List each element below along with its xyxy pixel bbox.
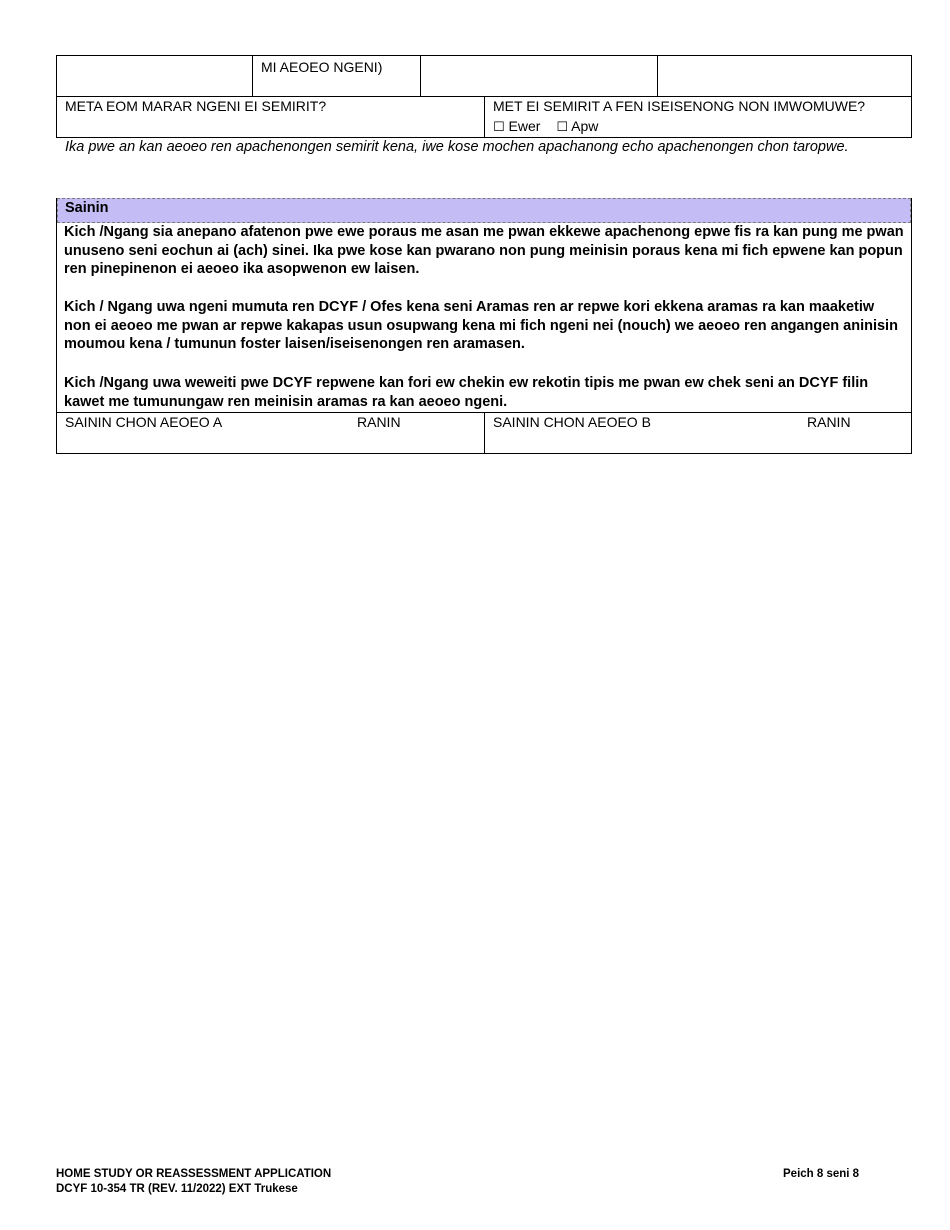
page-indicator: Peich 8 seni 8 — [783, 1168, 860, 1180]
table-cell-blank-3[interactable] — [420, 56, 657, 96]
yes-label: Ewer — [508, 118, 541, 134]
yes-checkbox[interactable] — [493, 118, 544, 134]
table-cell-iseisenong — [484, 96, 911, 137]
signature-paragraph-3: Kich /Ngang uwa weweiti pwe DCYF repwene kan fori ew chekin ew rekotin tipis me pwan ew chek seni an DCYF filin kawet me tumunungaw ren meinisin aramas ra kan aeoeo ngeni. — [64, 375, 869, 410]
signature-paragraph-1: Kich /Ngang sia anepano afatenon pwe ewe poraus me asan me pwan ekkewe apachenong epwe fis ra kan pung me pwan unuseno seni eochun ai (ach) sinei. Ika pwe kose kan pwarano non pung meinisin poraus kena mi fich epwene kan popun ren pinepinenon ei aeoeo ika asopwenon ew laisen. — [64, 224, 904, 277]
sign-b-label: SAININ CHON AEOEO B — [493, 414, 651, 430]
sign-a-field[interactable] — [57, 413, 484, 453]
row1-col2-text: MI AEOEO NGENI) — [261, 59, 383, 75]
top-form-table — [56, 55, 912, 138]
sign-a-label: SAININ CHON AEOEO A — [65, 414, 223, 430]
signature-header: Sainin — [57, 198, 911, 223]
no-label: Apw — [571, 118, 599, 134]
signature-row — [57, 412, 911, 453]
signature-section — [56, 198, 912, 454]
checkbox-icon: ☐ — [556, 120, 568, 135]
no-checkbox[interactable] — [556, 118, 598, 134]
table-cell-blank-4[interactable] — [657, 56, 911, 96]
date-a-label: RANIN — [357, 414, 401, 430]
signature-paragraph-2: Kich / Ngang uwa ngeni mumuta ren DCYF / Ofes kena seni Aramas ren ar repwe kori ekkena aramas ra kan maaketiw non ei aeoeo me pwan ar repwe kakapas usun osupwang kena mi fich ngeni nei (nouch) we aeoeo ren angangen aninisin moumou kena / tumunun foster laisen/iseisenongen ren aramasen. — [64, 299, 898, 352]
footer-left — [56, 1167, 331, 1196]
marar-ngeni-label: META EOM MARAR NGENI EI SEMIRIT? — [65, 98, 327, 114]
form-title: HOME STUDY OR REASSESSMENT APPLICATION — [56, 1168, 332, 1180]
table-cell-blank-1[interactable] — [57, 56, 252, 96]
yes-no-options — [493, 118, 911, 136]
sign-b-field[interactable] — [484, 413, 911, 453]
iseisenong-label: MET EI SEMIRIT A FEN ISEISENONG NON IMWOMUWE? — [493, 98, 866, 114]
checkbox-icon: ☐ — [493, 120, 505, 135]
table-cell-marar-ngeni[interactable] — [57, 96, 484, 137]
semirit-note: Ika pwe an kan aeoeo ren apachenongen semirit kena, iwe kose mochen apachanong echo apachenongen chon taropwe. — [65, 139, 849, 155]
form-number: DCYF 10-354 TR (REV. 11/2022) EXT Trukese — [56, 1182, 298, 1195]
table-cell-aeoeo-ngeni — [252, 56, 420, 96]
date-b-label: RANIN — [807, 414, 851, 430]
